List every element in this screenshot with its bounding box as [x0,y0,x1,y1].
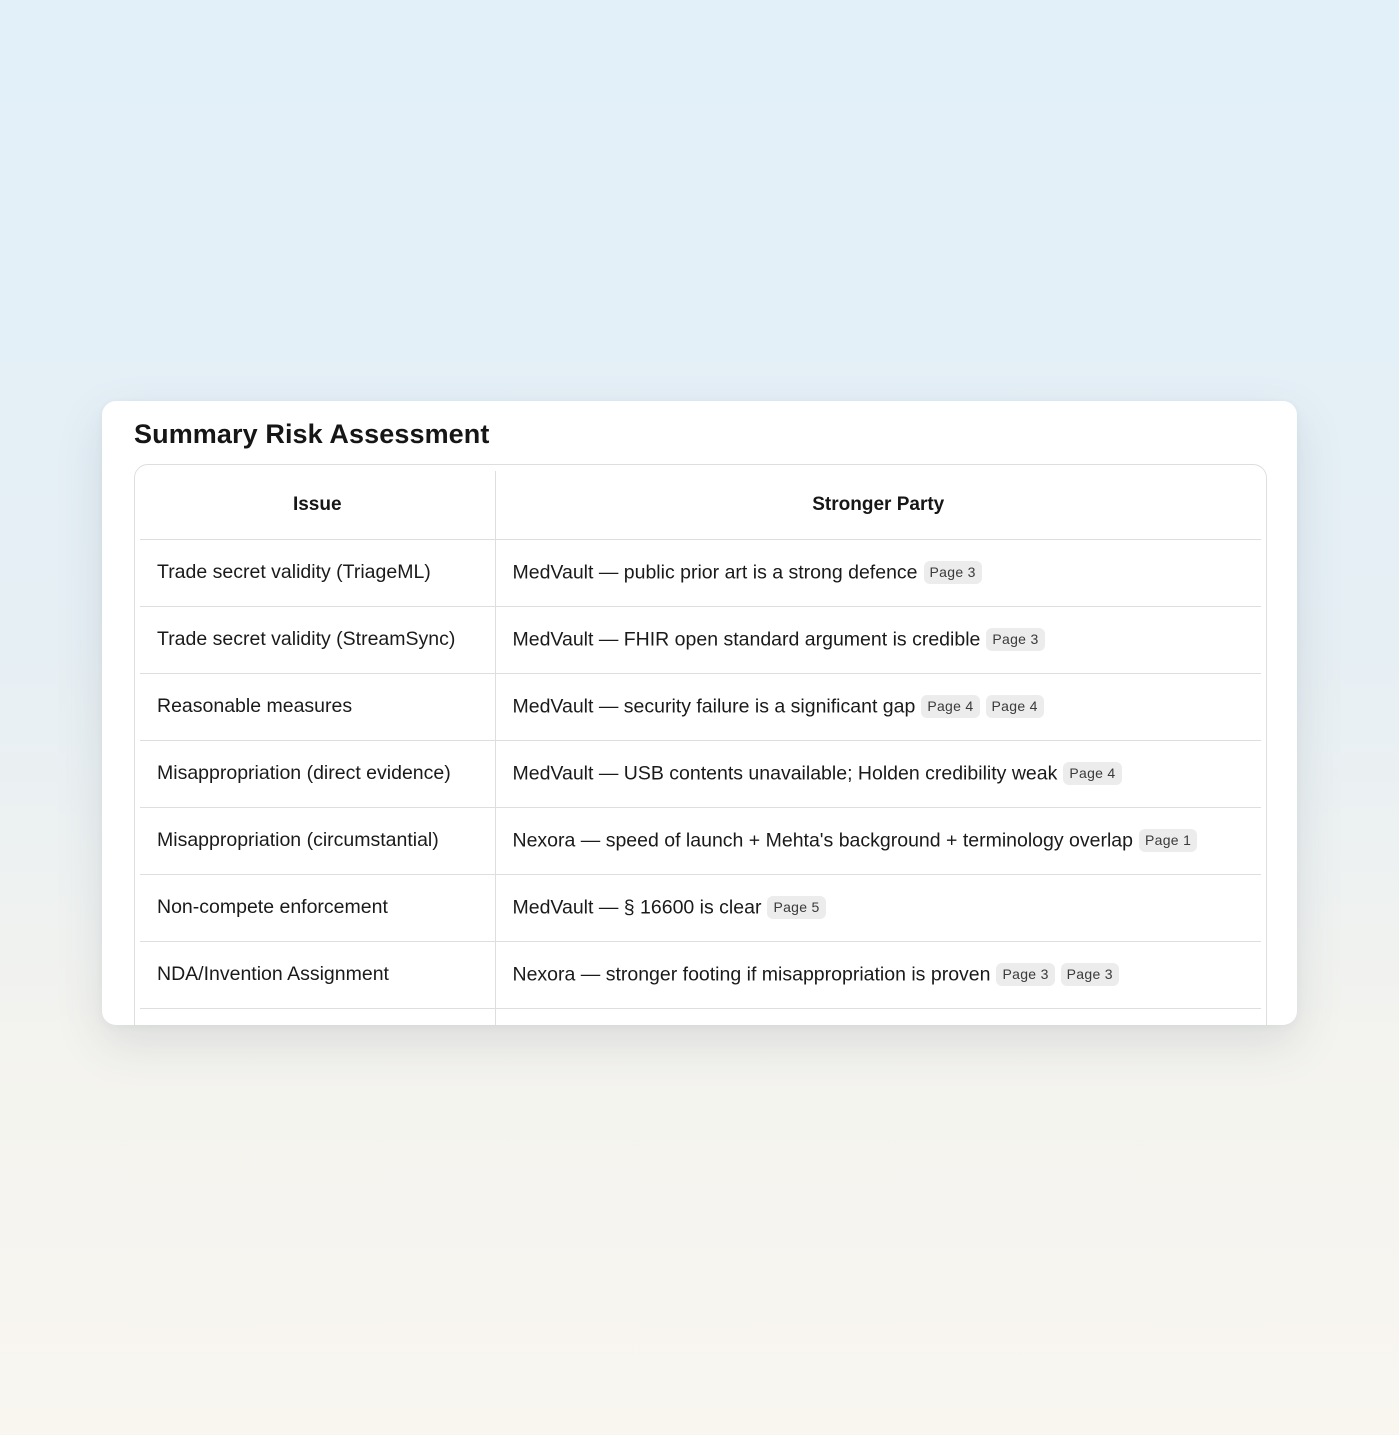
stronger-party-cell [495,807,1261,874]
issue-cell: Misappropriation (circumstantial) [140,807,495,874]
page-citation-badge[interactable]: Page 3 [996,963,1054,986]
table-row [140,539,1261,606]
page-citation-badge[interactable]: Page 3 [986,628,1044,651]
stronger-party-text: MedVault — USB contents unavailable; Holden credibility weak [512,762,1058,785]
table-row [140,606,1261,673]
stronger-party-cell [495,941,1261,1008]
risk-summary-card [102,401,1297,1025]
page-citation-badge[interactable]: Page 4 [986,695,1044,718]
stronger-party-text: MedVault — public prior art is a strong defence [512,561,918,584]
column-header-issue: Issue [140,471,495,539]
issue-cell: Misappropriation (direct evidence) [140,740,495,807]
table-row [140,673,1261,740]
card-title: Summary Risk Assessment [134,419,490,449]
stronger-party-cell [495,740,1261,807]
table-row [140,740,1261,807]
issue-cell: Trade secret validity (StreamSync) [140,606,495,673]
page-citation-badge[interactable]: Page 5 [767,896,825,919]
issue-cell: Trade secret validity (TriageML) [140,539,495,606]
issue-cell: NDA/Invention Assignment [140,941,495,1008]
page-citation-badge[interactable]: Page 4 [921,695,979,718]
table-body [140,539,1261,1025]
stronger-party-text: Nexora — stronger footing if misappropriation is proven [512,963,991,986]
stronger-party-text: MedVault — security failure is a significant gap [512,695,916,718]
table-row [140,874,1261,941]
stronger-party-text: MedVault — FHIR open standard argument is credible [512,628,981,651]
issue-cell [140,1008,495,1025]
issue-cell: Reasonable measures [140,673,495,740]
page-citation-badge[interactable]: Page 1 [1139,829,1197,852]
stronger-party-text: Nexora — speed of launch + Mehta's background + terminology overlap [512,829,1133,852]
stronger-party-cell [495,539,1261,606]
table-row [140,941,1261,1008]
table-header-row [140,471,1261,539]
issue-cell: Non-compete enforcement [140,874,495,941]
table-row [140,807,1261,874]
stronger-party-cell [495,606,1261,673]
page-citation-badge[interactable]: Page 3 [1061,963,1119,986]
stronger-party-cell [495,1008,1261,1025]
column-header-stronger-party: Stronger Party [495,471,1261,539]
stronger-party-cell [495,874,1261,941]
risk-table [140,471,1261,1025]
page-citation-badge[interactable]: Page 3 [924,561,982,584]
stronger-party-text: MedVault — § 16600 is clear [512,896,762,919]
risk-table-frame [134,464,1267,1025]
stronger-party-cell [495,673,1261,740]
page-citation-badge[interactable]: Page 4 [1063,762,1121,785]
table-row [140,1008,1261,1025]
